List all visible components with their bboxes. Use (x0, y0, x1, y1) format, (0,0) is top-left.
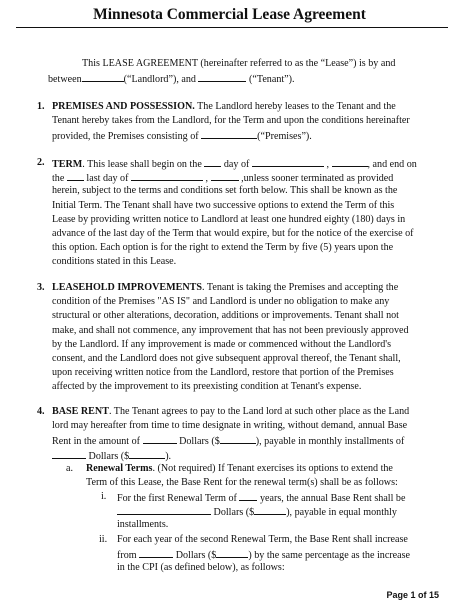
item-i-text: ), payable in equal monthly (286, 507, 397, 519)
section-1-number: 1. (37, 101, 45, 112)
section-3-heading: LEASEHOLD IMPROVEMENTS (52, 282, 203, 293)
annual-rent-words-field[interactable] (143, 433, 177, 444)
section-2-text: , and end on (367, 159, 417, 170)
subsection-a-text: . (Not required) If Tenant exercises its options to extend the (152, 463, 393, 474)
section-2-heading: TERM (52, 159, 83, 170)
section-2-text: day of (223, 159, 250, 170)
section-2-text: ,unless sooner terminated as provided (241, 173, 394, 185)
section-4-text: lord may hereafter from time to time designate in writing, without demand, annual Base (52, 420, 408, 432)
premises-field[interactable] (201, 128, 257, 139)
title-underline (16, 27, 448, 28)
section-3-text: make, and shall not commence, any improvement that has not been previously approved (52, 324, 409, 336)
intro-tenant-label: (“Tenant”). (249, 74, 295, 85)
section-4-text: . The Tenant agrees to pay to the Land lord at such other place as the Land (108, 406, 410, 417)
section-3-text: condition of the Premises "AS IS" and Landlord is under no obligation to make any (52, 296, 390, 308)
start-year-field[interactable] (332, 156, 368, 167)
section-2-number: 2. (37, 157, 45, 168)
second-renewal-base-words-field[interactable] (139, 547, 173, 558)
intro-parties (48, 71, 295, 85)
first-renewal-rent-words-field[interactable] (117, 504, 211, 515)
item-i-first-renewal (117, 490, 405, 533)
item-ii-text: ) by the same percentage as the increase (248, 550, 411, 562)
annual-rent-amount-field[interactable] (220, 433, 256, 444)
intro-paragraph (82, 57, 395, 71)
section-3-text: by the Landlord. If any improvement is made or commenced without the Landlord's (52, 338, 392, 350)
section-2-text: this option. Each option is for the right to extend the Term by five (5) years upon the (52, 242, 394, 254)
subsection-a-text: Term of this Lease, the Base Rent for the renewal term(s) shall be as follows: (86, 477, 398, 489)
section-2-text: conditions stated in this Lease. (52, 256, 177, 268)
section-1-text: Tenant hereby takes from the Landlord, for the Term and upon the conditions hereinafter (52, 115, 410, 127)
section-3-number: 3. (37, 282, 45, 293)
section-4-text: Rent in the amount of (52, 436, 141, 448)
item-ii-text: For each year of the second Renewal Term, the Base Rent shall increase (117, 534, 408, 545)
section-1-text: (“Premises”). (257, 131, 312, 143)
subsection-a-marker: a. (66, 463, 74, 474)
section-3-text: . Tenant is taking the Premises and accepting the (202, 282, 399, 293)
section-3-text: affected by the improvement to its preexisting condition at Tenant's expense. (52, 381, 362, 393)
section-2-text: , (326, 159, 329, 170)
intro-line: This LEASE AGREEMENT (hereinafter referred to as the “Lease”) is by and (82, 58, 396, 69)
item-ii-second-renewal (117, 533, 410, 576)
first-renewal-years-field[interactable] (239, 490, 257, 501)
section-3-text: structural or other alterations, decoration, additions or improvements. Tenant shall not (52, 310, 399, 322)
item-i-text: installments. (117, 519, 169, 531)
section-2-text: advance of the last day of the Term that would expire, but for the notice of the exercise of (52, 227, 414, 239)
section-4-text: ). (165, 450, 172, 462)
section-3-text: consent, and the Landlord does not give subsequent approval thereof, the Tenant shall, (52, 352, 401, 364)
tenant-name-field[interactable] (198, 71, 246, 82)
section-2-text: . This lease shall begin on the (82, 159, 202, 170)
intro-between: between (48, 74, 82, 85)
section-3-improvements (52, 281, 409, 395)
section-2-text: last day of (86, 173, 129, 185)
subsection-a-renewal-terms (86, 462, 398, 490)
section-4-text: Dollars ($ (88, 450, 130, 462)
monthly-rent-words-field[interactable] (52, 448, 86, 459)
section-2-text: Initial Term. The Tenant shall have two successive options to extend the Term of this (52, 199, 395, 211)
section-1-premises (52, 100, 410, 143)
item-i-text: Dollars ($ (213, 507, 255, 519)
section-1-text: provided, the Premises consisting of (52, 131, 199, 143)
section-4-text: Dollars ($ (179, 436, 220, 448)
monthly-rent-amount-field[interactable] (129, 448, 165, 459)
subsection-a-heading: Renewal Terms (86, 463, 153, 474)
section-1-text: The Landlord hereby leases to the Tenant and the (194, 101, 396, 112)
end-year-field[interactable] (211, 170, 239, 181)
section-2-term (52, 156, 417, 270)
item-i-text: years, the annual Base Rent shall be (259, 493, 406, 504)
section-3-text: upon receiving written notice from the Landlord, restore that portion of the Premises (52, 367, 394, 379)
first-renewal-rent-amount-field[interactable] (254, 504, 286, 515)
end-day-field[interactable] (67, 170, 84, 181)
section-1-heading: PREMISES AND POSSESSION. (52, 101, 195, 112)
item-i-marker: i. (101, 491, 107, 502)
landlord-name-field[interactable] (82, 71, 124, 82)
start-month-field[interactable] (252, 156, 324, 167)
section-2-text: , (205, 173, 209, 185)
start-day-field[interactable] (204, 156, 221, 167)
section-4-heading: BASE RENT (52, 406, 109, 417)
document-title: Minnesota Commercial Lease Agreement (93, 6, 366, 23)
section-4-base-rent (52, 405, 409, 462)
item-ii-marker: ii. (99, 534, 108, 545)
intro-landlord-label: (“Landlord”), and (123, 74, 196, 85)
item-ii-text: in the CPI (as defined below), as follows: (117, 562, 285, 574)
second-renewal-base-amount-field[interactable] (216, 547, 248, 558)
section-2-text: herein, subject to the terms and conditions set forth below. This shall be known as the (52, 185, 398, 197)
item-ii-text: Dollars ($ (175, 550, 217, 562)
page-number: Page 1 of 15 (386, 590, 439, 600)
section-2-text: the (52, 173, 65, 185)
section-4-number: 4. (37, 406, 45, 417)
item-ii-text: from (117, 550, 137, 562)
item-i-text: For the first Renewal Term of (117, 493, 237, 504)
section-2-text: Lease by providing written notice to Landlord at least one hundred eighty (180) days in (52, 213, 406, 225)
end-month-field[interactable] (131, 170, 203, 181)
section-4-text: ), payable in monthly installments of (255, 436, 405, 448)
